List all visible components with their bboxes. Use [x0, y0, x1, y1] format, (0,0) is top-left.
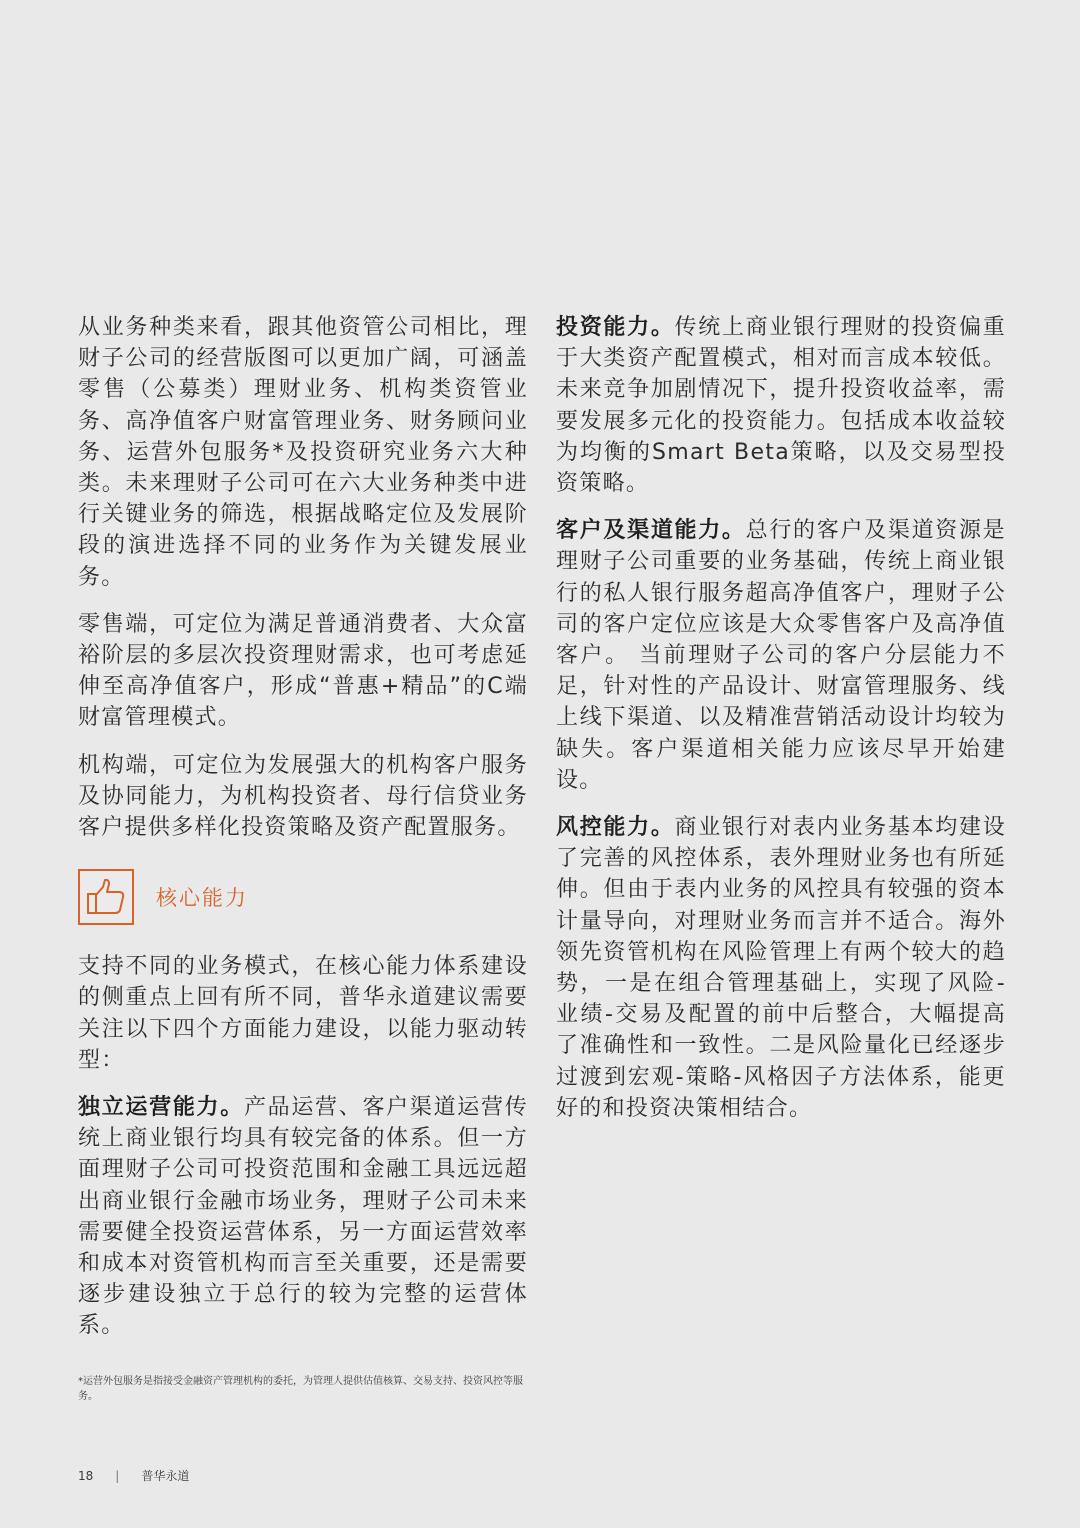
client-channel-lead: 客户及渠道能力。 [556, 518, 746, 544]
risk-control-body: 商业银行对表内业务基本均建设了完善的风控体系，表外理财业务也有所延伸。但由于表内业务的风控具有较强的资本计量导向，对理财业务而言并不适合。海外领先资管机构在风险管理上有两个较大的趋势，一是在组合管理基础上，实现了风险-业绩-交易及配置的前中后整合，大幅提高了准确性和一致性。二是风险量化已经逐步过渡到宏观-策略-风格因子方法体系，能更好的和投资决策相结合。 [556, 815, 1006, 1121]
client-channel-body: 总行的客户及渠道资源是理财子公司重要的业务基础，传统上商业银行的私人银行服务超高净值客户，理财子公司的客户定位应该是大众零售客户及高净值客户。 当前理财子公司的客户分层能力不足，针对性的产品设计、财富管理服务、线上线下渠道、以及精准营销活动设计均较为缺失。客户渠道相关能力应该尽早开始建设。 [556, 518, 1006, 793]
paragraph-operations [78, 1092, 528, 1342]
page-footer [78, 1467, 189, 1484]
footer-brand: 普华永道 [141, 1469, 190, 1483]
risk-control-lead: 风控能力。 [556, 815, 675, 841]
paragraph-client-channel [556, 515, 1006, 796]
paragraph-core-intro: 支持不同的业务模式，在核心能力体系建设的侧重点上回有所不同，普华永道建议需要关注以下四个方面能力建设，以能力驱动转型： [78, 954, 528, 1073]
paragraph-business-types: 从业务种类来看，跟其他资管公司相比，理财子公司的经营版图可以更加广阔，可涵盖零售（公募类）理财业务、机构类资管业务、高净值客户财富管理业务、财务顾问业务、运营外包服务*及投资研究业务六大种类。未来理财子公司可在六大业务种类中进行关键业务的筛选，根据战略定位及发展阶段的演进选择不同的业务作为关键发展业务。 [78, 315, 528, 590]
investment-body: 传统上商业银行理财的投资偏重于大类资产配置模式，相对而言成本较低。未来竞争加剧情况下，提升投资收益率，需要发展多元化的投资能力。包括成本收益较为均衡的Smart Beta策略，以及交易型投资策略。 [556, 315, 1006, 497]
operations-body: 产品运营、客户渠道运营传统上商业银行均具有较完备的体系。但一方面理财子公司可投资范围和金融工具远远超出商业银行金融市场业务，理财子公司未来需要健全投资运营体系，另一方面运营效率和成本对资管机构而言至关重要，还是需要逐步建设独立于总行的较为完整的运营体系。 [78, 1095, 528, 1339]
right-column [556, 312, 1006, 1140]
section-heading-label: 核心能力 [156, 886, 248, 911]
left-column [78, 312, 528, 1358]
footnote: *运营外包服务是指接受金融资产管理机构的委托，为管理人提供估值核算、交易支持、投资风控等服务。 [78, 1376, 523, 1402]
page-number: 18 [78, 1468, 94, 1483]
paragraph-investment [556, 312, 1006, 499]
thumbs-up-icon [78, 869, 134, 925]
paragraph-risk-control [556, 812, 1006, 1124]
paragraph-retail: 零售端，可定位为满足普通消费者、大众富裕阶层的多层次投资理财需求，也可考虑延伸至高净值客户，形成“普惠+精品”的C端财富管理模式。 [78, 611, 528, 731]
investment-lead: 投资能力。 [556, 315, 675, 340]
operations-lead: 独立运营能力。 [78, 1095, 244, 1121]
footer-separator: | [115, 1468, 120, 1483]
paragraph-institutional: 机构端，可定位为发展强大的机构客户服务及协同能力，为机构投资者、母行信贷业务客户提供多样化投资策略及资产配置服务。 [78, 752, 528, 841]
core-capability-heading [78, 867, 528, 927]
